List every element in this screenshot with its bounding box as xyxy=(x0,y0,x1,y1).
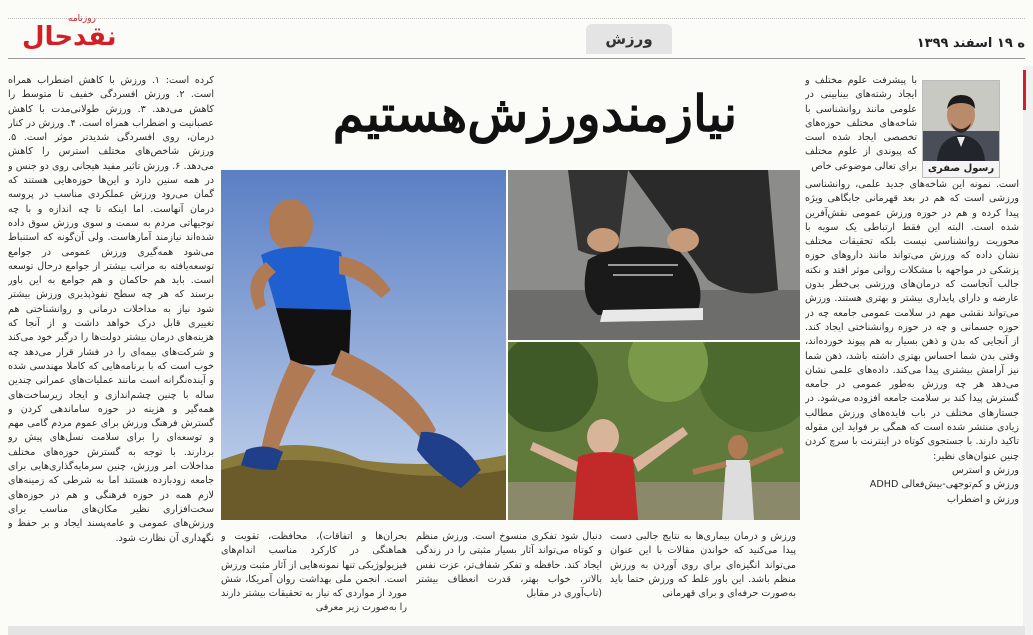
issue-date: ه ۱۹ اسفند ۱۳۹۹ xyxy=(916,36,1025,51)
article-headline: نیازمندورزش‌هستیم xyxy=(332,84,738,143)
list-item: ورزش و اضطراب xyxy=(946,493,1019,505)
author-box xyxy=(922,80,1000,178)
elderly-exercise-photo xyxy=(508,342,800,520)
page-footer-bar xyxy=(8,626,1025,635)
newspaper-logo xyxy=(22,14,117,52)
author-name: رسول صفری xyxy=(923,161,999,177)
article-column-bottom-2: دنبال شود تفکری منسوخ است. ورزش منظم و کوتاه می‌تواند آثار بسیار مثبتی را در زندگی ایجاد کند. حافظه و تفکر شفاف‌تر، عزت نفس بالاتر، خواب بهتر، قدرت انعطاف بیشتر (تاب‌آوری در مقابل xyxy=(416,531,602,600)
logo-subtitle: روزنامه xyxy=(68,14,96,24)
article-column-bottom-3: بحران‌ها و اتفاقات)، محافظت، تقویت و هماهنگی در کارکرد مناسب اندام‌های فیزیولوژیکی تنها نمونه‌هایی از آثار مثبت ورزش است. انجمن ملی بهداشت روان آمریکا، شش مورد از مواردی که نیاز به تحقیقات بیشتر دارند را به‌صورت زیر معرفی xyxy=(221,531,407,614)
article-column-right-text: است. نمونه این شاخه‌های جدید علمی، روانشناسی ورزشی است که هم در بعد قهرمانی جایگاهی ویژه پیدا کرده و هم در حوزه ورزش عمومی نقش‌آفرین شده است. البته این فقط ارتباطی یک سویه با محوریت روانشناسی نیست بلکه تحقیقات مختلف نشان داده که ورزش می‌تواند مانند داروهای حوزه پزشکی در مواجهه با مشکلات روانی موثر افتد و نکته جالب آنجاست که درمان‌های ورزشی بی‌خطر بدون عارضه و دارای پایداری بیشتر و بهتری هستند. ورزش می‌تواند نقشی مهم در سلامت عمومی جامعه چه در حوزه جسمانی و چه در حوزه روانشناختی ایجاد کند. از آنجایی که بدن و ذهن بسیار به هم پیوند خورده‌اند، وقتی بدن شما احساس بهتری داشته باشد، ذهن شما نیز آرامش بیشتری پیدا می‌کند. داده‌های علمی نشان می‌دهد هر چه ورزش به‌طور عمومی در جامعه گسترش پیدا کند بر سلامت جامعه افزوده می‌شود. در جستارهای مختلف در باب فایده‌های ورزش مطالب زیادی منتشر شده است که همگی بر فواید این مقوله تاکید دارند. با جستجوی کوتاه در اینترنت با سرچ کردن چنین عنوان‌های نظیر: xyxy=(805,179,1019,462)
author-photo xyxy=(923,81,999,161)
article-intro: با پیشرفت علوم مختلف و ایجاد رشته‌های بینابینی در علومی مانند روانشناسی با شاخه‌های مختلف حوزه‌های تخصصی ایجاد شده است که پیوندی از علوم مختلف برای تعالی موضوعی خاص xyxy=(805,75,917,172)
article-column-right xyxy=(805,178,1019,618)
logo-text: نقدحال xyxy=(22,22,117,52)
header-rule xyxy=(8,58,1025,59)
article-column-bottom-1: ورزش و درمان بیماری‌ها به نتایج جالبی دست پیدا می‌کنید که خواندن مقالات با این عنوان می‌تواند انگیزه‌ای برای روی آوردن به ورزش منظم باشد. این باور غلط که ورزش حتما باید به‌صورت حرفه‌ای و برای قهرمانی xyxy=(610,531,796,600)
list-item: ورزش و استرس xyxy=(952,464,1019,476)
list-item: ورزش و کم‌توجهی-بیش‌فعالی ADHD xyxy=(869,479,1019,491)
page-edge-bar xyxy=(1023,66,1033,635)
shoe-lacing-photo xyxy=(508,170,800,340)
header-dotted-rule xyxy=(8,18,1025,19)
article-column-left: کرده است: ۱. ورزش با کاهش اضطراب همراه است. ۲. ورزش افسردگی خفیف تا متوسط را کاهش می‌دهد. ۳. ورزش طولانی‌مدت با کاهش عصبانیت و اضطراب همراه است. ۴. ورزش در کنار درمان، روی افسردگی شدید‌تر موثر است. ۵. ورزش شاخص‌های مختلف استرس را کاهش می‌دهد. ۶. ورزش تاثیر مفید هیجانی روی دو جنس و در همه سنین دارد و این‌ها حوزه‌هایی هستند که گمان می‌رود ورزش عملکردی مناسب در پروسه درمان آنهاست. اما اینکه تا چه اندازه و با چه توجیهاتی مردم به سمت و سوی ورزش سوق داده شده‌اند نیازمند آمارهاست. ولی آن‌گونه که استنباط می‌شود همه‌گیری ورزش عمومی در جوامع توسعه‌یافته به مراتب بیشتر از جوامع درحال توسعه است. باید هم حاکمان و هم جوامع به این باور برسند که هر چه سطح نفوذپذیری ورزش بیشتر شود نیاز به مداخلات درمانی و روانشناختی هم تغییری قابل درک خواهد داشت و از آنجا که هزینه‌های درمان بیشتر دولت‌ها را درگیر خود می‌کند و شرکت‌های بیمه‌ای را در فشار قرار می‌دهد چه خوب است که با برنامه‌هایی که کاملا مهندسی شده و آینده‌نگرانه است مانند عملیات‌های عمرانی چندین ساله با چنین چشم‌اندازی و ایجاد زیرساخت‌های همه‌گیر و هزینه در حوزه ساماندهی کردن و گسترش فرهنگ ورزش برای عموم مردم گامی مهم و توسعه‌ای را برای سلامت نسل‌های پیش رو بردارند. با توجه به گسترش حوزه‌های مختلف مداخلات امر ورزش، چنین سرمایه‌گذاری‌هایی برای جامعه زودبازده هستند اما به شرطی که زمینه‌های لازم همه در حوزه فرهنگی و هم در حوزه‌های سخت‌افزاری نظیر مکان‌های مناسب برای ورزش‌های عمومی و عامه‌پسند ایجاد و بر حفظ و نگهداری آن نظارت شود. xyxy=(8,75,214,544)
section-tab: ورزش xyxy=(586,24,672,54)
runner-photo xyxy=(221,170,506,520)
